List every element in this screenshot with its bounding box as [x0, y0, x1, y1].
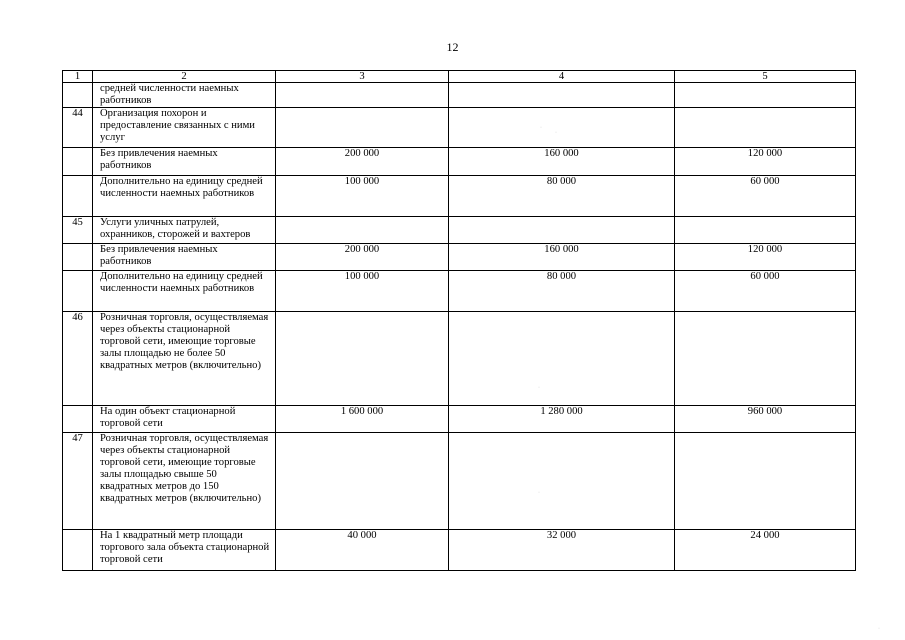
- rate-col3: [276, 433, 449, 530]
- column-header: 4: [449, 71, 675, 83]
- rate-col4: 80 000: [449, 271, 675, 312]
- activity-description: Дополнительно на единицу средней численности наемных работников: [93, 271, 276, 312]
- activity-description: Без привлечения наемных работников: [93, 244, 276, 271]
- rate-col5: [675, 433, 856, 530]
- table-row: [63, 271, 856, 312]
- activity-description: Розничная торговля, осуществляемая через объекты стационарной торговой сети, имеющие торговые залы площадью свыше 50 квадратных метров до 150 квадратных метров (включительно): [93, 433, 276, 530]
- rate-col5: 24 000: [675, 530, 856, 571]
- column-header: 3: [276, 71, 449, 83]
- rate-col5: [675, 83, 856, 108]
- row-number: 47: [63, 433, 93, 530]
- row-number: 46: [63, 312, 93, 406]
- activity-description: Услуги уличных патрулей, охранников, сторожей и вахтеров: [93, 217, 276, 244]
- rate-col3: [276, 312, 449, 406]
- row-number: [63, 406, 93, 433]
- table-row: [63, 176, 856, 217]
- row-number: [63, 244, 93, 271]
- activity-description: Дополнительно на единицу средней численности наемных работников: [93, 176, 276, 217]
- rate-col4: [449, 312, 675, 406]
- rate-col5: [675, 217, 856, 244]
- rate-col3: [276, 83, 449, 108]
- rate-col5: 120 000: [675, 244, 856, 271]
- row-number: [63, 271, 93, 312]
- page-number: 12: [446, 40, 459, 54]
- rate-col5: 960 000: [675, 406, 856, 433]
- table-row: [63, 433, 856, 530]
- scan-speck: ·: [555, 130, 557, 136]
- table-row: [63, 244, 856, 271]
- scan-speck: ·: [540, 125, 542, 131]
- rate-col4: 160 000: [449, 244, 675, 271]
- rate-col3: 40 000: [276, 530, 449, 571]
- scan-speck: ·: [538, 385, 540, 391]
- rate-col4: [449, 217, 675, 244]
- rate-col5: 60 000: [675, 176, 856, 217]
- activity-description: Розничная торговля, осуществляемая через объекты стационарной торговой сети, имеющие торговые залы площадью не более 50 квадратных метров (включительно): [93, 312, 276, 406]
- rate-col5: 60 000: [675, 271, 856, 312]
- rate-col4: 160 000: [449, 148, 675, 176]
- table-row: [63, 108, 856, 148]
- tax-rates-table: [62, 70, 856, 571]
- rate-col3: 100 000: [276, 176, 449, 217]
- table-row: [63, 217, 856, 244]
- rate-col4: 32 000: [449, 530, 675, 571]
- rate-col4: [449, 108, 675, 148]
- rate-col4: [449, 433, 675, 530]
- table-header-row: [63, 71, 856, 83]
- row-number: 45: [63, 217, 93, 244]
- rate-col3: [276, 217, 449, 244]
- row-number: [63, 148, 93, 176]
- table-row: [63, 83, 856, 108]
- rate-col3: 1 600 000: [276, 406, 449, 433]
- row-number: [63, 83, 93, 108]
- column-header: 2: [93, 71, 276, 83]
- rate-col3: 200 000: [276, 244, 449, 271]
- row-number: [63, 530, 93, 571]
- activity-description: Организация похорон и предоставление связанных с ними услуг: [93, 108, 276, 148]
- rate-col5: [675, 312, 856, 406]
- activity-description: Без привлечения наемных работников: [93, 148, 276, 176]
- column-header: 5: [675, 71, 856, 83]
- rate-col3: 100 000: [276, 271, 449, 312]
- activity-description: средней численности наемных работников: [93, 83, 276, 108]
- rate-col4: [449, 83, 675, 108]
- activity-description: На 1 квадратный метр площади торгового зала объекта стационарной торговой сети: [93, 530, 276, 571]
- scan-speck: ·: [878, 626, 880, 632]
- table-row: [63, 530, 856, 571]
- table-row: [63, 312, 856, 406]
- rate-col3: [276, 108, 449, 148]
- rate-col4: 80 000: [449, 176, 675, 217]
- row-number: 44: [63, 108, 93, 148]
- table-row: [63, 148, 856, 176]
- rate-col3: 200 000: [276, 148, 449, 176]
- table-row: [63, 406, 856, 433]
- column-header: 1: [63, 71, 93, 83]
- activity-description: На один объект стационарной торговой сети: [93, 406, 276, 433]
- rate-col5: [675, 108, 856, 148]
- rate-col5: 120 000: [675, 148, 856, 176]
- rate-col4: 1 280 000: [449, 406, 675, 433]
- row-number: [63, 176, 93, 217]
- scan-speck: ·: [538, 490, 540, 496]
